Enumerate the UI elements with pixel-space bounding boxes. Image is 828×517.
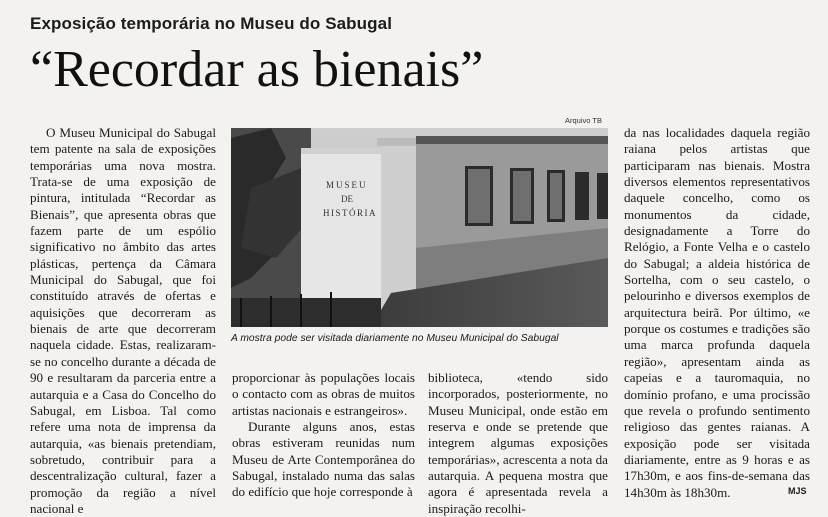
article-headline: “Recordar as bienais”: [30, 41, 484, 98]
text-column-1: [30, 125, 216, 517]
svg-text:MUSEU: MUSEU: [326, 180, 368, 190]
paragraph: O Museu Municipal do Sabugal tem patente na sala de exposições temporárias uma nova mostra. Trata-se de uma exposição de pintura, intitulada “Recordar as Bienais”, que apresenta obras que fazem parte de um espólio significativo no âmbito das artes plásticas, pertença da Câmara Municipal do Sabugal, que foi constituído através de ofertas e aquisições que decorreram as bienais de arte que decorreram naquela cidade. Estas, realizaram-se no concelho durante a década de 90 e resultaram da parceria entre a autarquia e a Casa do Concelho do Sabugal, em Lisboa. Tal como refere uma nota de imprensa da autarquia, «as bienais pretendiam, sobretudo, contribuir para a descentralização cultural, fazer a promoção da região a nível nacional e: [30, 125, 216, 516]
paragraph: proporcionar às populações locais o contacto com as obras de muitos artistas nacionais e estrangeiros».: [232, 370, 415, 418]
photo-credit: Arquivo TB: [565, 116, 602, 125]
paragraph: biblioteca, «tendo sido incorporados, posteriormente, no Museu Municipal, onde estão em reserva e onde se pretende que integrem algumas exposições temporárias», acrescenta a nota da autarquia. A pequena mostra que agora é apresentada revela a inspiração recolhi-: [428, 370, 608, 516]
svg-text:HISTÓRIA: HISTÓRIA: [323, 208, 377, 218]
paragraph: Durante alguns anos, estas obras estiveram reunidas num Museu de Arte Contemporânea do Sabugal, instalado numa das salas do edifício que hoje corresponde à: [232, 419, 415, 500]
svg-text:DE: DE: [341, 194, 353, 204]
text-column-3: [428, 370, 608, 517]
museum-building-image: [231, 128, 608, 327]
article-kicker: Exposição temporária no Museu do Sabugal: [30, 14, 393, 33]
text-column-4: [624, 125, 810, 501]
author-signature: MJS: [788, 486, 807, 496]
text-column-2: [232, 370, 415, 501]
photo-caption: A mostra pode ser visitada diariamente no Museu Municipal do Sabugal: [231, 333, 559, 344]
paragraph: da nas localidades daquela região raiana pelos artistas que participaram nas bienais. Mostra diversos elementos representativos daquele concelho, como os monumentos da cidade, designadamente a Torre do Relógio, a Fonte Velha e o castelo do Sabugal; a aldeia histórica de Sortelha, com o seu castelo, o pelourinho e diversos exemplos de arquitectura beirã. Por último, «e porque os costumes e tradições são uma marca profunda daquela região», apresentam ainda as capeias e a tauromaquia, no domínio profano, e uma procissão que revela o profundo sentimento religioso das gentes raianas. A exposição pode ser visitada diariamente, entre as 9 horas e as 17h30m, e aos fins-de-semana das 14h30m às 18h30m.: [624, 125, 810, 500]
museum-photo: [231, 128, 608, 327]
